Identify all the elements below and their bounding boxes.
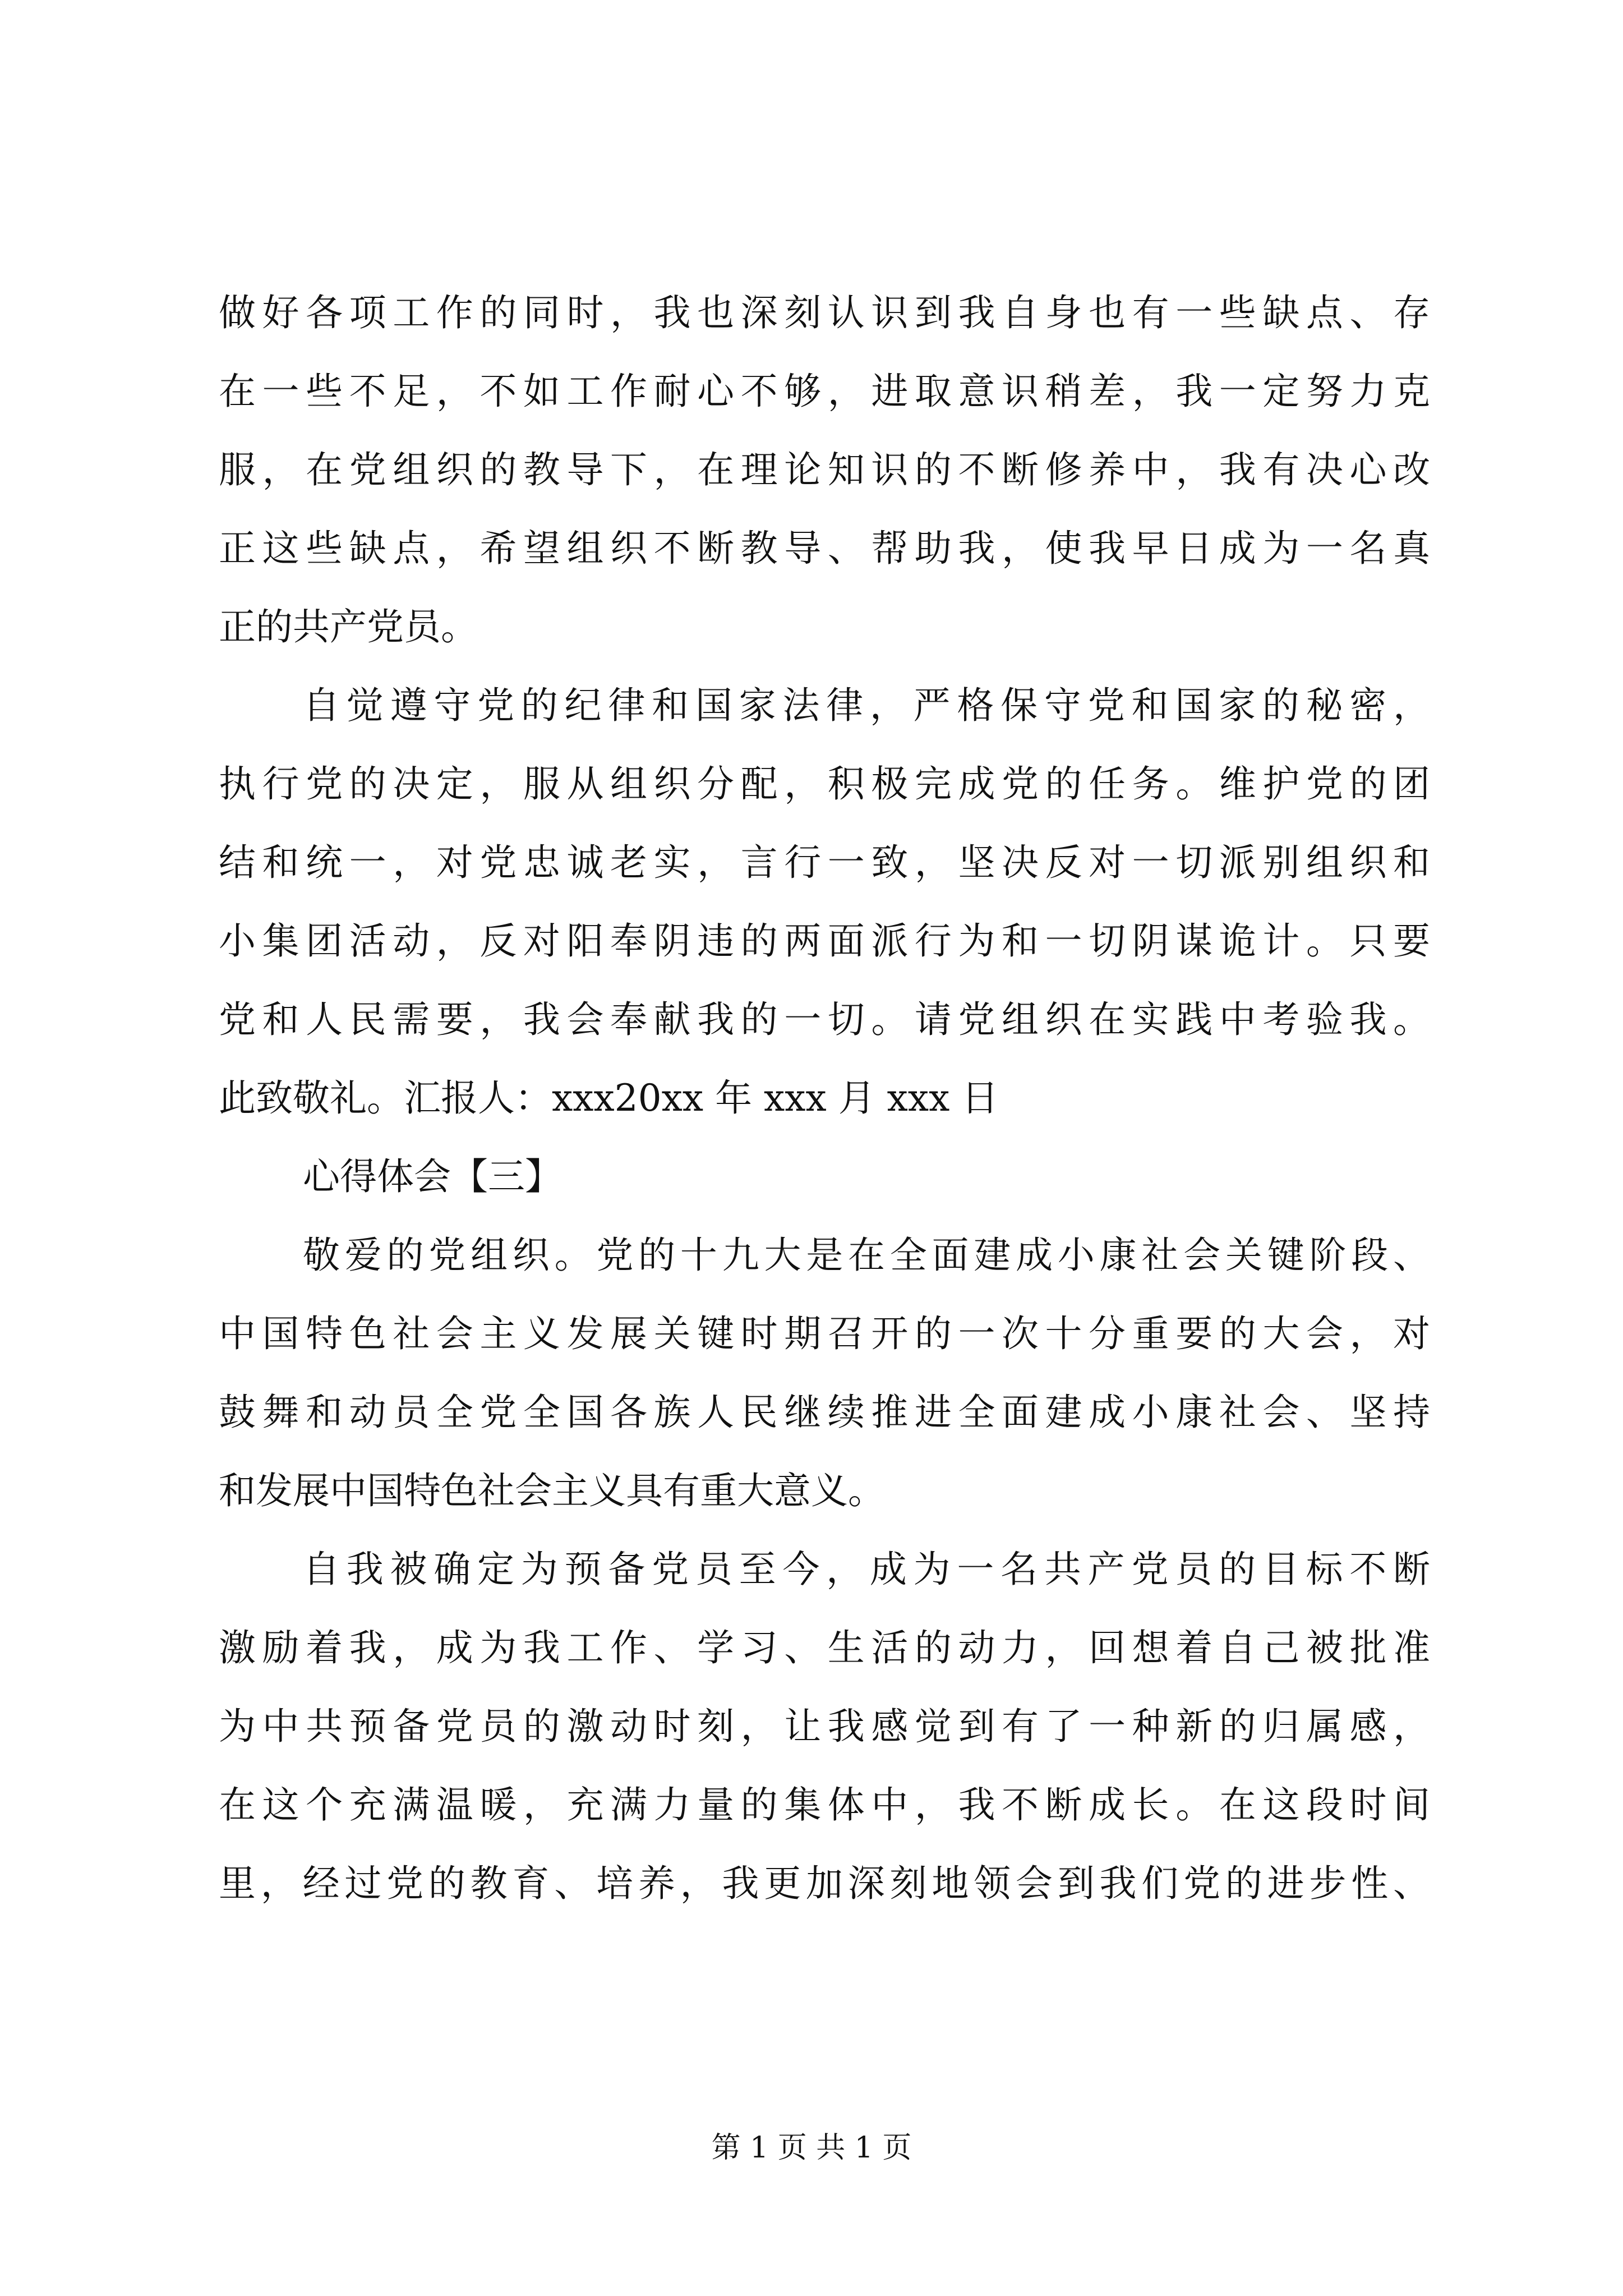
text-line: 在一些不足，不如工作耐心不够，进取意识稍差，我一定努力克 <box>219 370 1430 413</box>
text-line: 鼓舞和动员全党全国各族人民继续推进全面建成小康社会、坚持 <box>219 1391 1430 1434</box>
text-line: 做好各项工作的同时，我也深刻认识到我自身也有一些缺点、存 <box>219 291 1430 334</box>
text-line: 服，在党组织的教导下，在理论知识的不断修养中，我有决心改 <box>219 448 1430 491</box>
page-footer: 第 1 页 共 1 页 <box>711 2131 912 2165</box>
text-line: 激励着我，成为我工作、学习、生活的动力，回想着自己被批准 <box>219 1626 1430 1669</box>
text-line: 此致敬礼。汇报人：xxx20xx 年 xxx 月 xxx 日 <box>219 1076 999 1120</box>
text-line: 小集团活动，反对阳奉阴违的两面派行为和一切阴谋诡计。只要 <box>219 919 1430 963</box>
text-line: 执行党的决定，服从组织分配，积极完成党的任务。维护党的团 <box>219 762 1430 806</box>
text-line: 里，经过党的教育、培养，我更加深刻地领会到我们党的进步性、 <box>219 1862 1430 1905</box>
text-line: 在这个充满温暖，充满力量的集体中，我不断成长。在这段时间 <box>219 1783 1430 1826</box>
section-heading: 心得体会【三】 <box>303 1155 562 1198</box>
text-line: 自我被确定为预备党员至今，成为一名共产党员的目标不断 <box>303 1548 1430 1591</box>
text-line: 中国特色社会主义发展关键时期召开的一次十分重要的大会，对 <box>219 1312 1430 1355</box>
text-line: 敬爱的党组织。党的十九大是在全面建成小康社会关键阶段、 <box>303 1234 1430 1277</box>
text-line: 党和人民需要，我会奉献我的一切。请党组织在实践中考验我。 <box>219 998 1430 1041</box>
text-line: 正这些缺点，希望组织不断教导、帮助我，使我早日成为一名真 <box>219 527 1430 570</box>
text-line: 结和统一，对党忠诚老实，言行一致，坚决反对一切派别组织和 <box>219 841 1430 884</box>
text-line: 和发展中国特色社会主义具有重大意义。 <box>219 1469 885 1512</box>
text-line: 为中共预备党员的激动时刻，让我感觉到有了一种新的归属感， <box>219 1705 1430 1748</box>
text-line: 正的共产党员。 <box>219 605 478 648</box>
text-line: 自觉遵守党的纪律和国家法律，严格保守党和国家的秘密， <box>303 684 1430 727</box>
